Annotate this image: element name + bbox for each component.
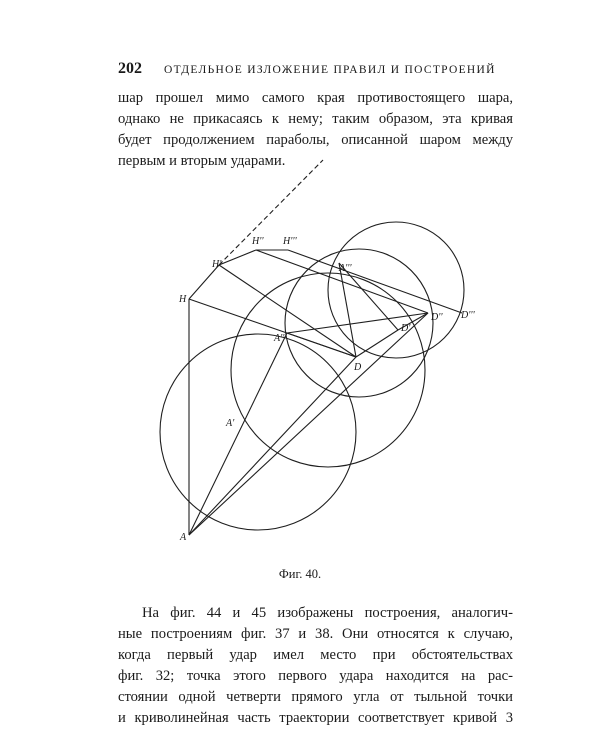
label-h3: H''' <box>283 236 297 247</box>
line-a3-d <box>339 263 356 357</box>
label-h2: H'' <box>252 236 264 247</box>
path-h <box>189 250 288 299</box>
label-a2: A'' <box>274 333 285 344</box>
text-line: На фиг. 44 и 45 изображены построения, аналогич- <box>142 605 513 621</box>
line-a-d2 <box>189 313 428 535</box>
label-d3: D''' <box>461 310 475 321</box>
line-a2-d <box>287 333 356 357</box>
text-line: однако не прикасаясь к нему; таким образом, эта кривая <box>118 111 513 127</box>
paragraph-bottom <box>118 603 513 729</box>
page-number: 202 <box>118 60 142 77</box>
dashed-trajectory <box>219 160 323 265</box>
line-a-d <box>189 357 356 535</box>
text-line: первым и вторым ударами. <box>118 153 286 169</box>
running-title: ОТДЕЛЬНОЕ ИЗЛОЖЕНИЕ ПРАВИЛ И ПОСТРОЕНИЙ <box>164 64 496 76</box>
circle-middle <box>231 273 425 467</box>
label-d2: D'' <box>431 312 443 323</box>
text-line: и криволинейная часть траектории соответствует кривой 3 <box>118 710 513 726</box>
label-a1: A' <box>226 418 235 429</box>
text-line: когда первый удар имел место при обстоятельствах <box>118 647 513 663</box>
figure-caption: Фиг. 40. <box>278 567 322 581</box>
text-line: фиг. 32; точка этого первого удара находится на рас- <box>118 668 513 684</box>
circle-right <box>328 222 464 358</box>
label-a3: A''' <box>339 263 352 274</box>
label-h: H <box>179 294 187 305</box>
label-d: D <box>354 362 362 373</box>
text-line: стоянии одной четверти прямого угла от тыльной точки <box>118 689 513 705</box>
label-d1: D' <box>401 323 411 334</box>
label-h1: H' <box>212 259 222 270</box>
text-line: ные построениям фиг. 37 и 38. Они относятся к случаю, <box>118 626 513 642</box>
text-line: шар прошел мимо самого края противостоящего шара, <box>118 90 513 106</box>
text-line: будет продолжением параболы, описанной шаром между <box>118 132 513 148</box>
label-a: A <box>180 532 187 543</box>
line-d-d1 <box>356 330 398 357</box>
line-a-a2 <box>189 333 287 535</box>
